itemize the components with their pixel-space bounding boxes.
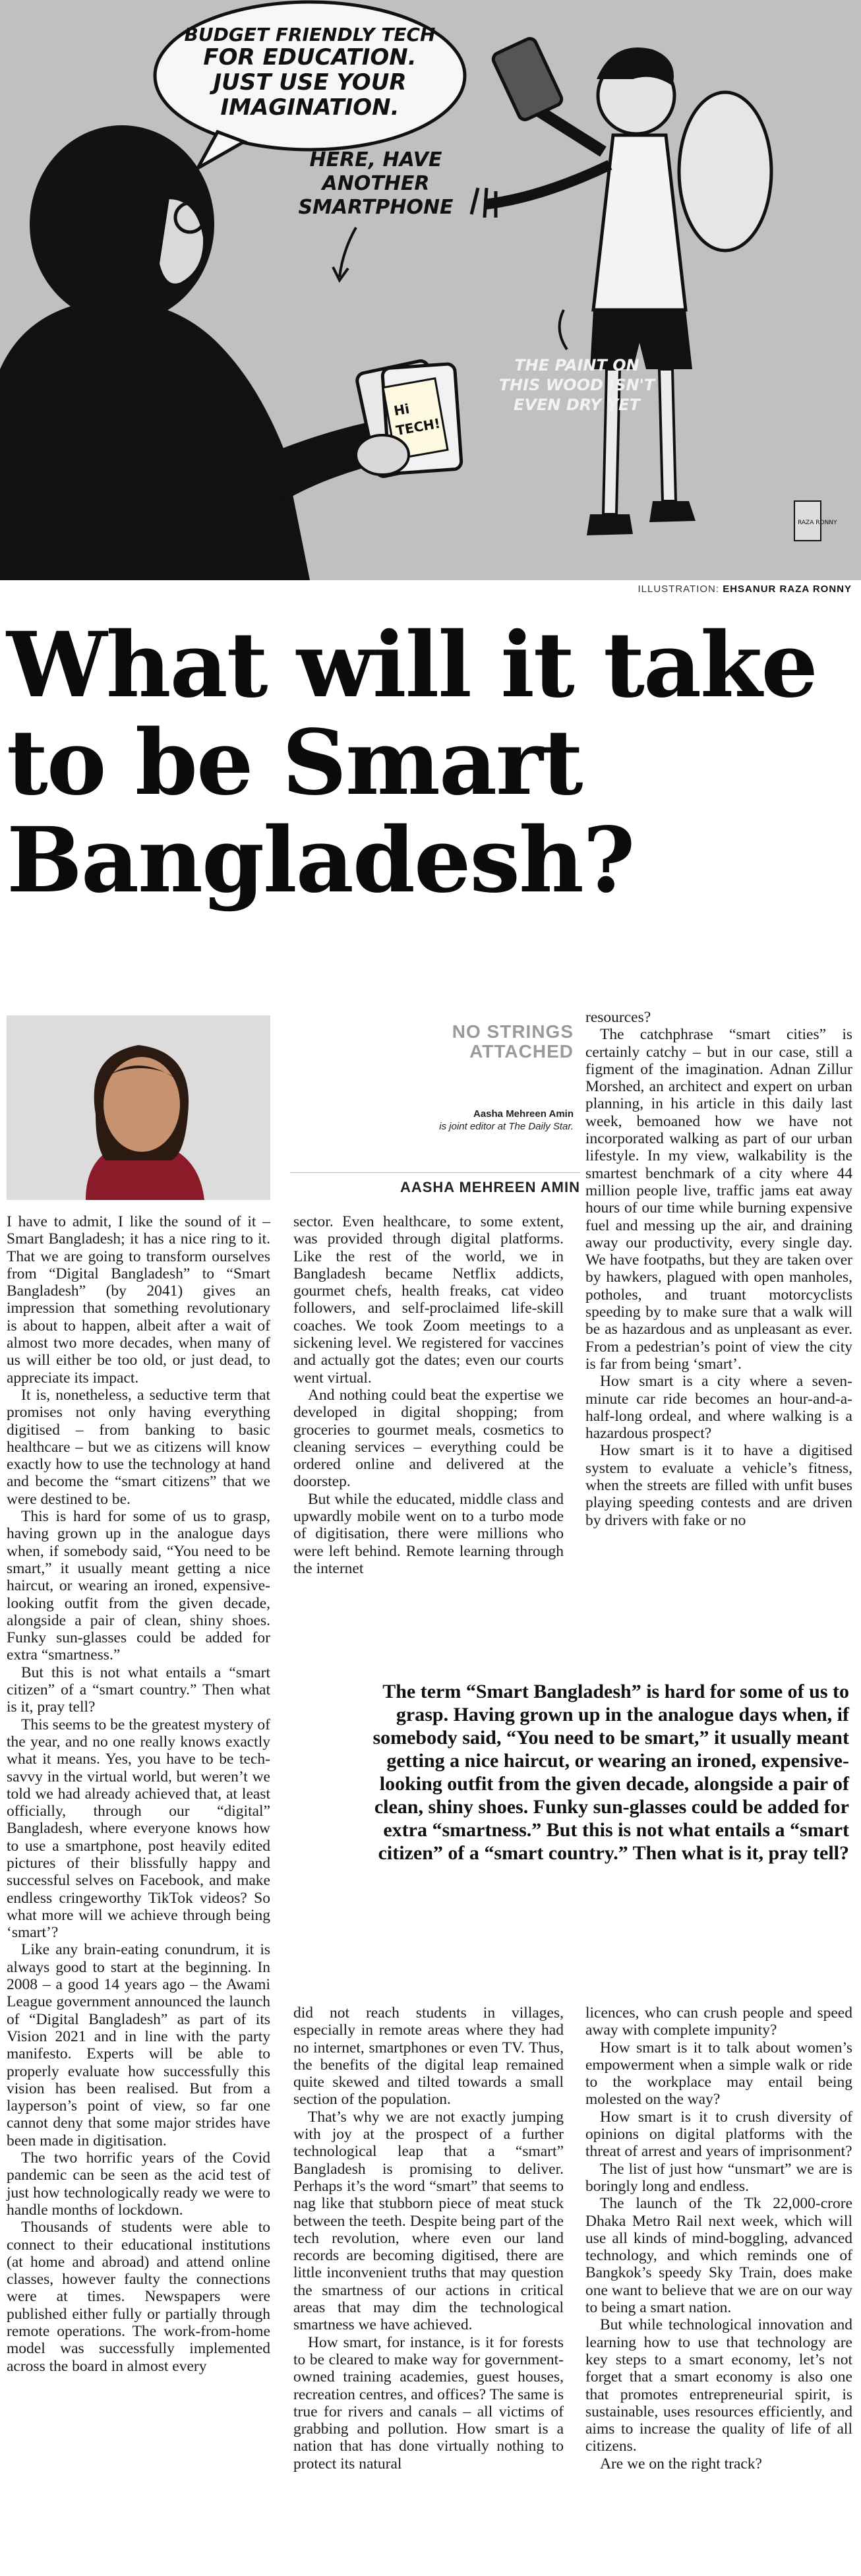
bio-role-end: . bbox=[570, 1121, 574, 1132]
column-name-line2: ATTACHED bbox=[469, 1041, 574, 1062]
paragraph: The two horrific years of the Covid pandemic can be seen as the acid test of just how technologically ready we were to handle months of lockdown. bbox=[7, 2149, 270, 2219]
cartoon-drawing bbox=[0, 0, 861, 580]
body-column-3-top bbox=[585, 1009, 852, 1529]
body-column-3-bottom bbox=[585, 2004, 852, 2472]
paragraph: licences, who can crush people and speed away with complete impunity? bbox=[585, 2004, 852, 2039]
paragraph: How smart is it to crush diversity of opinions on digital platforms with the threat of arrest and years of imprisonment? bbox=[585, 2108, 852, 2161]
byline-divider bbox=[290, 1172, 580, 1173]
paragraph: That’s why we are not exactly jumping with joy at the prospect of a further technological leap that a “smart” Bangladesh is promising to deliver. Perhaps it’s the word “smart” that seems to nag like that stubborn piece of meat stuck between the teeth. Despite being part of the tech revolution, where even our land records are becoming digitised, there are little inconvenient truths that may question the smartness of our actions in critical areas that may dim the technological smartness we have achieved. bbox=[293, 2108, 564, 2334]
paragraph: resources? bbox=[585, 1009, 651, 1026]
bio-role: is joint editor at bbox=[439, 1121, 509, 1132]
column-name bbox=[330, 1022, 574, 1062]
paragraph: Like any brain-eating conundrum, it is always good to start at the beginning. In 2008 – a good 14 years ago – the Awami League government announced the launch of “Digital Bangladesh” as part of its Vision 2021 and in line with the party manifesto. Experts will be able to properly evaluate how successfully this vision has been realised. But from a layperson’s point of view, so far one cannot deny that some major strides have been made in digitisation. bbox=[7, 1941, 270, 2149]
illustration-credit bbox=[638, 584, 852, 595]
paragraph: How smart is it to talk about women’s empowerment when a simple walk or ride to the workplace may entail being molested on the way? bbox=[585, 2039, 852, 2109]
paragraph: Are we on the right track? bbox=[600, 2455, 762, 2472]
bubble1-line1: BUDGET FRIENDLY TECH bbox=[184, 24, 436, 45]
credit-name: EHSANUR RAZA RONNY bbox=[723, 584, 852, 595]
bio-publication: The Daily Star bbox=[508, 1121, 571, 1132]
paragraph: How smart is it to have a digitised system to evaluate a vehicle’s fitness, when the streets are filled with unfit buses playing speeding contests and are driven by drivers with fake or no bbox=[585, 1442, 852, 1529]
headline: What will it take to be Smart Bangladesh? bbox=[7, 613, 817, 913]
author-photo bbox=[7, 1015, 270, 1200]
paragraph: How smart is a city where a seven-minute car ride becomes an hour-and-a-half-long ordeal, and where walking is a hazardous prospect? bbox=[585, 1373, 852, 1443]
byline: AASHA MEHREEN AMIN bbox=[400, 1179, 580, 1195]
bubble1-line3: JUST USE YOUR bbox=[213, 69, 407, 96]
paragraph: did not reach students in villages, especially in remote areas where they had no internet, smartphones or even TV. Thus, the benefits of the digital leap remained quite skewed and tilted towards a small section of the population. bbox=[293, 2004, 564, 2109]
paragraph: And nothing could beat the expertise we developed in digital shopping; from groceries to gourmet meals, cosmetics to cleaning services – everything could be ordered online and delivered at the doorstep. bbox=[293, 1386, 564, 1491]
credit-label: ILLUSTRATION: bbox=[638, 584, 720, 595]
cartoon-illustration bbox=[0, 0, 861, 580]
bio-name: Aasha Mehreen Amin bbox=[473, 1108, 574, 1120]
artist-signature: RAZA RONNY bbox=[798, 520, 837, 526]
bubble1-line4: IMAGINATION. bbox=[220, 94, 400, 121]
body-column-2-bottom bbox=[293, 2004, 564, 2472]
paragraph: The catchphrase “smart cities” is certainly catchy – but in our case, still a figment of the imagination. Adnan Zillur Morshed, an architect and expert on urban planning, in his article in this daily last week, bemoaned how we have not incorporated walking as part of our urban lifestyle. In my view, walkability is the smartest benchmark of a city where 44 million people live, traffic jams eat away hours of our time while burning expensive fuel and messing up the air, and draining away our productivity, every single day. We have footpaths, but they are taken over by hawkers, plagued with open manholes, potholes, and truant motorcyclists speeding by to make sure that a walk will be as hazardous and as unpleasant as ever. From a pedestrian’s point of view the city is far from being ‘smart’. bbox=[585, 1026, 852, 1373]
bubble2-line2: ANOTHER bbox=[322, 172, 430, 195]
bubble2-line3: SMARTPHONE bbox=[298, 196, 454, 219]
caption3-line1: THE PAINT ON bbox=[514, 356, 639, 374]
bubble2-line1: HERE, HAVE bbox=[309, 148, 442, 171]
caption3-line3: EVEN DRY YET bbox=[514, 396, 640, 414]
note-tech: TECH! bbox=[394, 415, 442, 439]
paragraph: sector. Even healthcare, to some extent, was provided through digital platforms. Like the rest of the world, we in Bangladesh became Netflix addicts, gourmet chefs, health freaks, cat video followers, and self-proclaimed life-skill coaches. We took Zoom meetings to a sickening level. We registered for vaccines and actually got the dates; even our courts went virtual. bbox=[293, 1213, 564, 1387]
paragraph: But this is not what entails a “smart citizen” of a “smart country.” Then what is it, pray tell? bbox=[7, 1663, 270, 1716]
paragraph: But while the educated, middle class and upwardly mobile went on to a turbo mode of digitisation, there were millions who were left behind. Remote learning through the internet bbox=[293, 1490, 564, 1577]
paragraph: The list of just how “unsmart” we are is boringly long and endless. bbox=[585, 2160, 852, 2195]
paragraph: It is, nonetheless, a seductive term that promises not only having everything digitised – from banking to basic healthcare – but we as citizens will know exactly how to use the technology at hand and become the “smart citizens” that we were destined to be. bbox=[7, 1386, 270, 1508]
column-name-line1: NO STRINGS bbox=[452, 1021, 574, 1042]
paragraph: Thousands of students were able to connect to their educational institutions (at home and abroad) and attend online classes, however faulty the connections were at times. Newspapers were published either fully or partially through remote operations. The work-from-home model was successfully implemented across the board in almost every bbox=[7, 2219, 270, 2375]
note-hi: Hi bbox=[392, 400, 411, 419]
pull-quote: The term “Smart Bangladesh” is hard for some of us to grasp. Having grown up in the analogue days when, if somebody said, “You need to be smart,” it usually meant getting a nice haircut, or wearing an ironed, expensive-looking outfit from the given decade, alongside a pair of clean, shiny shoes. Funky sun-glasses could be added for extra “smartness.” But this is not what entails a “smart citizen” of a “smart country.” Then what is it, pray tell? bbox=[372, 1681, 849, 1864]
paragraph: This seems to be the greatest mystery of the year, and no one really knows exactly what it means. Yes, you have to be tech-savvy in the virtual world, but weren’t we told we had already achieved that, at least officially, through our “digital” Bangladesh, where everyone knows how to use a smartphone, post heavily edited pictures of their blissfully happy and successful selves on Facebook, and make endless cringeworthy TikTok videos? So what more will we achieve through being ‘smart’? bbox=[7, 1716, 270, 1942]
caption3-line2: THIS WOOD ISN'T bbox=[498, 376, 655, 394]
paragraph: The launch of the Tk 22,000-crore Dhaka Metro Rail next week, which will use all kinds of mind-boggling, advanced technology, and which reminds one of Bangkok’s speedy Sky Train, does make one want to believe that we are on our way to being a smart nation. bbox=[585, 2195, 852, 2317]
bubble1-line2: FOR EDUCATION. bbox=[203, 44, 417, 71]
author-bio bbox=[330, 1108, 574, 1133]
paragraph: How smart, for instance, is it for forests to be cleared to make way for government-owned training academies, guest houses, recreation centres, and offices? The same is true for rivers and canals – all victims of grabbing and pollution. How smart is a nation that has done virtually nothing to protect its natural bbox=[293, 2333, 564, 2472]
paragraph: But while technological innovation and learning how to use that technology are key steps to a smart economy, let’s not forget that a smart economy is also one that promotes entrepreneurial spirit, is sustainable, uses resources efficiently, and aims to increase the quality of life of all citizens. bbox=[585, 2316, 852, 2455]
body-column-2-top bbox=[293, 1213, 564, 1577]
paragraph: This is hard for some of us to grasp, having grown up in the analogue days when, if somebody said, “You need to be smart,” it usually meant getting a nice haircut, or wearing an ironed, expensive-looking outfit from the given decade, alongside a pair of clean, shiny shoes. Funky sun-glasses could be added for extra “smartness.” bbox=[7, 1508, 270, 1664]
paragraph: I have to admit, I like the sound of it – Smart Bangladesh; it has a nice ring to it. That we are going to transform ourselves from “Digital Bangladesh” to “Smart Bangladesh” (by 2041) gives an impression that something revolutionary is about to happen, albeit after a wait of almost two more decades, when many of us will either be too old, or just dead, to appreciate its impact. bbox=[7, 1213, 270, 1387]
body-column-1 bbox=[7, 1213, 270, 2375]
